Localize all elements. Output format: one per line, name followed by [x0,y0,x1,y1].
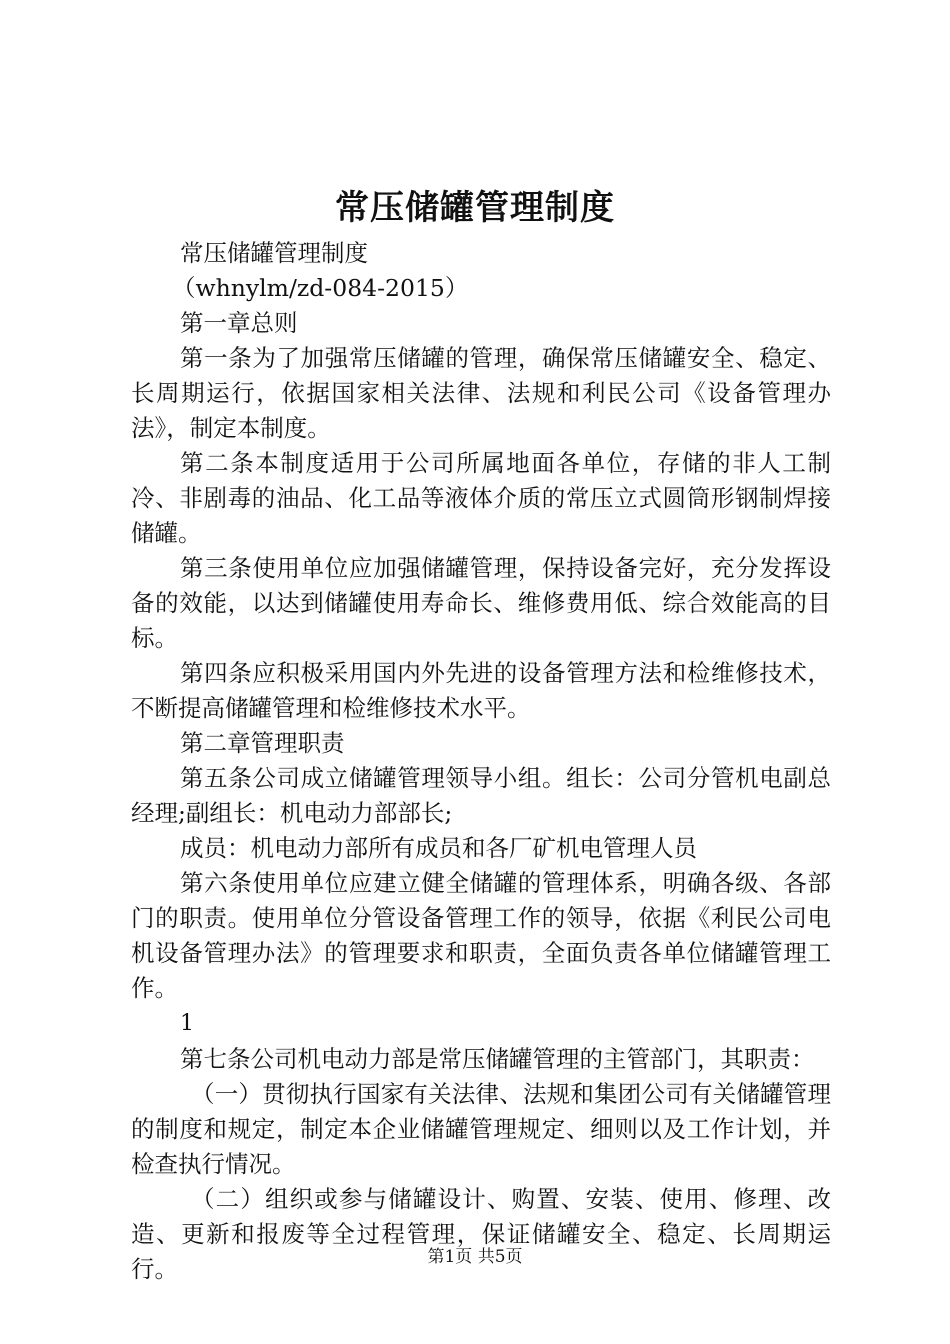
chapter-heading-2: 第二章管理职责 [180,729,345,757]
page-footer: 第1页 共5页 [427,1247,523,1267]
article-7-item-1: （一）贯彻执行国家有关法律、法规和集团公司有关储罐管理的制度和规定，制定本企业储罐管理规定、细则以及工作计划，并检查执行情况。 [131,1080,831,1178]
article-6: 第六条使用单位应建立健全储罐的管理体系，明确各级、各部门的职责。使用单位分管设备管理工作的领导，依据《利民公司电机设备管理办法》的管理要求和职责，全面负责各单位储罐管理工作。 [131,869,831,1002]
inline-page-marker: 1 [180,1011,194,1036]
document-title: 常压储罐管理制度 [335,188,615,228]
article-5-members: 成员：机电动力部所有成员和各厂矿机电管理人员 [180,834,697,862]
paragraph-subtitle: 常压储罐管理制度 [180,239,368,267]
chapter-heading-1: 第一章总则 [180,309,298,337]
article-5: 第五条公司成立储罐管理领导小组。组长：公司分管机电副总经理;副组长：机电动力部部长; [131,764,831,827]
article-3: 第三条使用单位应加强储罐管理，保持设备完好，充分发挥设备的效能，以达到储罐使用寿命长、维修费用低、综合效能高的目标。 [131,554,831,652]
article-2: 第二条本制度适用于公司所属地面各单位，存储的非人工制冷、非剧毒的油品、化工品等液体介质的常压立式圆筒形钢制焊接储罐。 [131,449,831,547]
paragraph-doc-code: （whnylm/zd-084-2015） [172,274,469,302]
article-7-item-2: （二）组织或参与储罐设计、购置、安装、使用、修理、改造、更新和报废等全过程管理，保证储罐安全、稳定、长周期运行。 [131,1185,831,1283]
document-body [131,236,831,1287]
article-4: 第四条应积极采用国内外先进的设备管理方法和检维修技术，不断提高储罐管理和检维修技术水平。 [131,659,831,722]
article-1: 第一条为了加强常压储罐的管理，确保常压储罐安全、稳定、长周期运行，依据国家相关法律、法规和利民公司《设备管理办法》，制定本制度。 [131,344,831,442]
article-7: 第七条公司机电动力部是常压储罐管理的主管部门，其职责： [180,1045,815,1073]
